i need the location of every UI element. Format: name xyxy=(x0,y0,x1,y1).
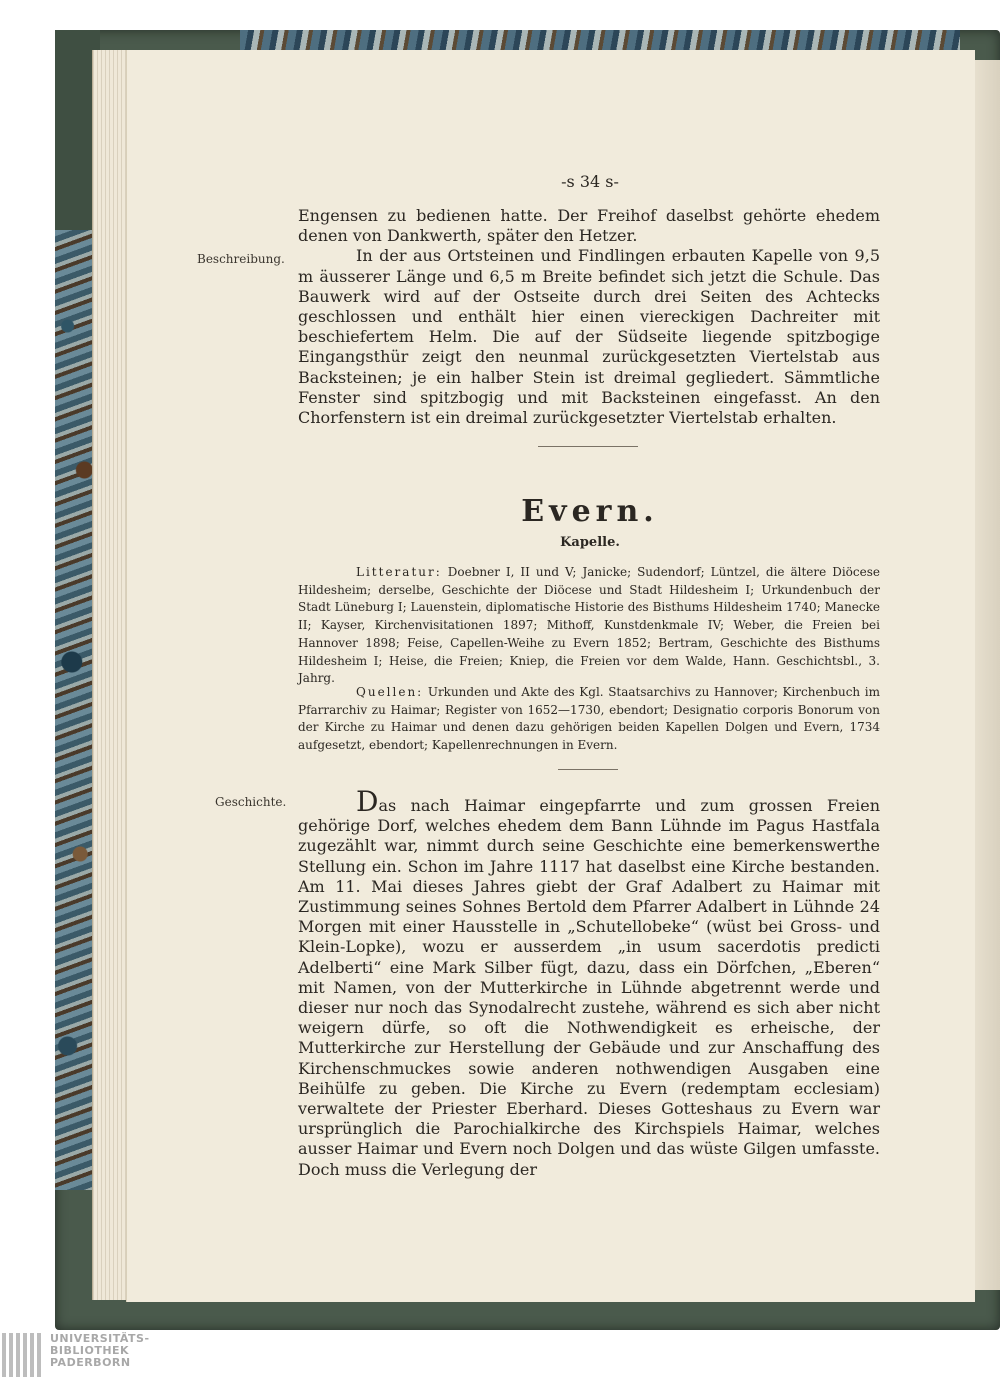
history-paragraph xyxy=(298,785,880,1180)
marbled-edge-top xyxy=(240,30,960,52)
paragraph-1-text: Engensen zu bedienen hatte. Der Freihof daselbst gehörte ehedem denen von Dankwerth, später den Hetzer. xyxy=(298,206,880,246)
paragraph-2-text: In der aus Ortsteinen und Findlingen erbauten Kapelle von 9,5 m äusserer Länge und 6,5 m Breite befindet sich jetzt die Schule. Das Bauwerk wird auf der Ostseite durch drei Seiten des Achtecks geschlossen und enthält hier einen viereckigen Dachreiter mit beschiefertem Helm. Die auf der Südseite liegende spitzbogige Eingangsthür zeigt den neunmal zurückgesetzten Viertelstab aus Backsteinen; je ein halber Stein ist dreimal gegliedert. Sämmtliche Fenster sind spitzbogig und mit Backsteinen eingefasst. An den Chorfenstern ist ein dreimal zurückgesetzter Viertelstab erhalten. xyxy=(298,246,880,428)
library-logo-icon xyxy=(2,1333,42,1377)
footer-bar xyxy=(0,1330,1000,1381)
sources-paragraph xyxy=(298,684,880,755)
logo-line-1: UNIVERSITÄTS- xyxy=(50,1332,150,1345)
section-subtitle: Kapelle. xyxy=(560,535,620,550)
margin-note-beschreibung: Beschreibung. xyxy=(197,252,285,266)
literature-label: Litteratur: xyxy=(356,565,442,579)
section-title: Evern. xyxy=(521,494,659,529)
logo-line-3: PADERBORN xyxy=(50,1356,131,1369)
literature-paragraph xyxy=(298,564,880,688)
logo-line-2: BIBLIOTHEK xyxy=(50,1344,130,1357)
drop-cap: D xyxy=(356,785,379,818)
sources-text: Urkunden und Akte des Kgl. Staatsarchivs zu Hannover; Kirchenbuch im Pfarrarchiv zu Haimar; Register von 1652—1730, ebendort; Designatio corporis Bonorum von der Kirche zu Haimar und denen dazu gehörigen beiden Kapellen Dolgen und Evern, 1734 aufgesetzt, ebendort; Kapellenrechnungen in Evern. xyxy=(298,685,880,753)
literature-text: Doebner I, II und V; Janicke; Sudendorf; Lüntzel, die ältere Diöcese Hildesheim; derselbe, Geschichte der Diöcese und Stadt Hildesheim I; Urkundenbuch der Stadt Lüneburg I; Lauenstein, diplomatische Historie des Bisthums Hildesheim 1740; Manecke II; Kayser, Kirchenvisitationen 1897; Mithoff, Kunstdenkmale IV; Weber, die Freien bei Hannover 1898; Feise, Capellen-Weihe zu Evern 1852; Bertram, Geschichte des Bisthums Hildesheim I; Heise, die Freien; Kniep, die Freien vor dem Walde, Hann. Geschichtsbl., 3. Jahrg. xyxy=(298,565,880,686)
section-divider-small xyxy=(558,769,618,770)
sources-label: Quellen: xyxy=(356,685,424,699)
library-logo-text xyxy=(50,1333,150,1369)
body-paragraph-intro xyxy=(298,206,880,428)
section-divider xyxy=(538,446,638,447)
page-number: -s 34 s- xyxy=(561,172,619,191)
history-text: as nach Haimar eingepfarrte und zum grossen Freien gehörige Dorf, welches ehedem dem Bann Lühnde im Pagus Hastfala zugezählt war, nimmt durch seine Geschichte eine bemerkenswerthe Stellung ein. Schon im Jahre 1117 hat daselbst eine Kirche bestanden. Am 11. Mai dieses Jahres giebt der Graf Adalbert zu Haimar mit Zustimmung seines Sohnes Bertold dem Pfarrer Adalbert in Lühnde 24 Morgen mit einer Hausstelle in „Schutellobeke“ (wüst bei Gross- und Klein-Lopke), wozu er ausserdem „in usum sacerdotis predicti Adelberti“ eine Mark Silber fügt, dazu, dass ein Dörfchen, „Eberen“ mit Namen, von der Mutterkirche in Lühnde abgetrennt werde und dieser nur noch das Synodalrecht zustehe, während es sich aber nicht weigern dürfe, so oft die Nothwendigkeit es erheische, der Mutterkirche zur Herstellung der Gebäude und zur Anschaffung des Kirchenschmuckes sowie anderen nothwendigen Ausgaben eine Beihülfe zu geben. Die Kirche zu Evern (redemptam ecclesiam) verwaltete der Priester Eberhard. Dieses Gotteshaus zu Evern war ursprünglich die Parochialkirche des Kirchspiels Haimar, welches ausser Haimar und Evern noch Dolgen und das wüste Gilgen umfasste. Doch muss die Verlegung der xyxy=(298,796,880,1179)
margin-note-geschichte: Geschichte. xyxy=(215,795,287,809)
